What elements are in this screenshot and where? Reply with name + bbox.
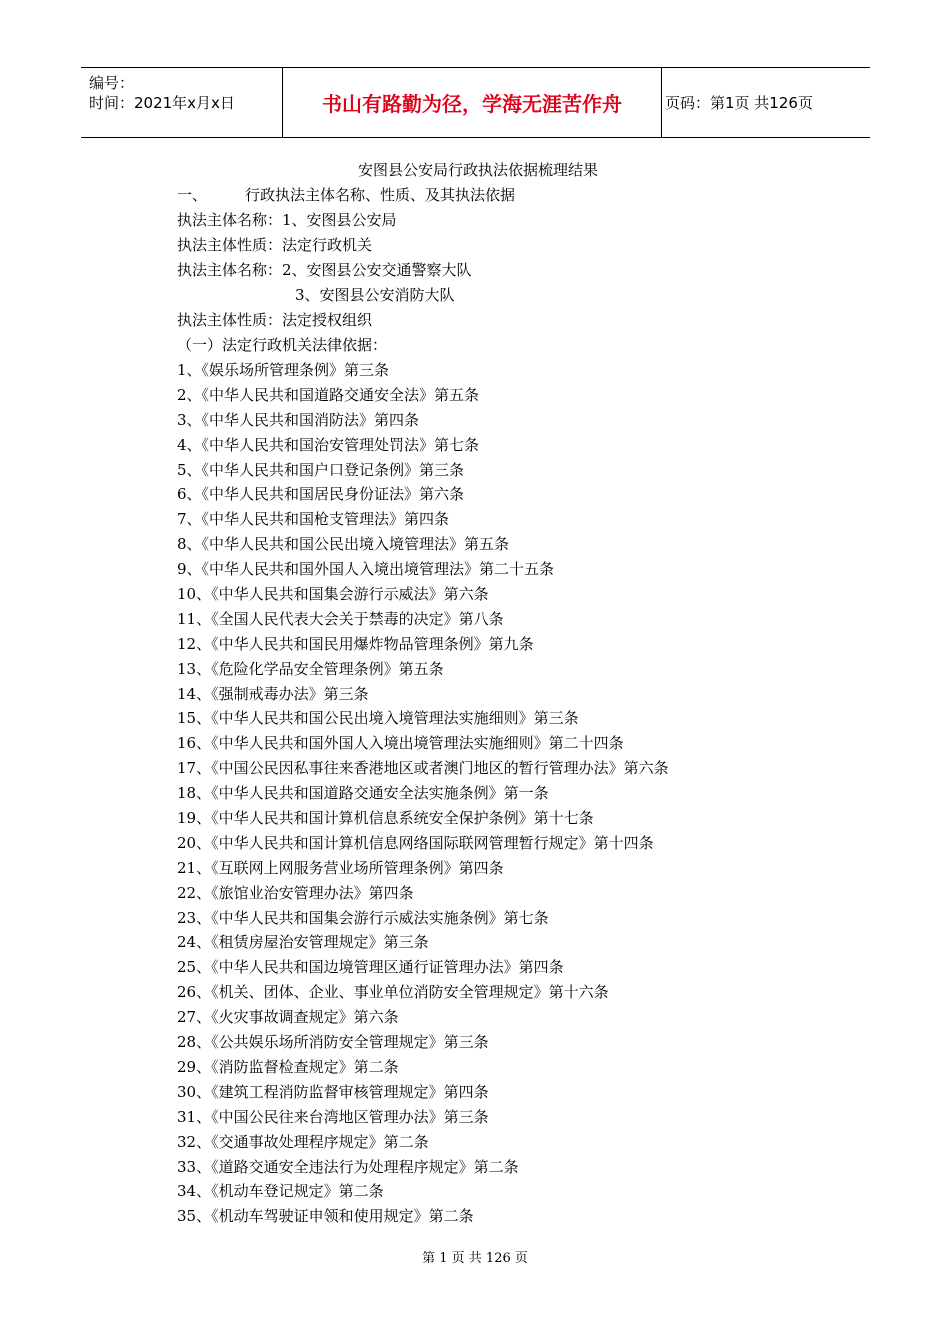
list-item: 6、《中华人民共和国居民身份证法》第六条 (177, 485, 465, 504)
entity-nature-line: 执法主体性质：法定授权组织 (177, 311, 373, 329)
entity-name-line: 执法主体名称：2、安图县公安交通警察大队 (177, 261, 472, 279)
header-motto: 书山有路勤为径，学海无涯苦作舟 (322, 92, 622, 116)
section-number: 一、 (177, 186, 208, 204)
list-item: 11、《全国人民代表大会关于禁毒的决定》第八条 (177, 609, 504, 628)
page-header (81, 67, 870, 138)
list-item: 9、《中华人民共和国外国人入境出境管理法》第二十五条 (177, 560, 555, 579)
list-item: 10、《中华人民共和国集会游行示威法》第六条 (177, 585, 489, 604)
header-page-info: 页码：第1页 共126页 (665, 94, 813, 112)
list-item: 8、《中华人民共和国公民出境入境管理法》第五条 (177, 535, 510, 554)
entity-nature-line: 执法主体性质：法定行政机关 (177, 236, 373, 254)
number-label: 编号： (89, 74, 135, 92)
list-item: 17、《中国公民因私事往来香港地区或者澳门地区的暂行管理办法》第六条 (177, 759, 669, 778)
list-item: 35、《机动车驾驶证申领和使用规定》第二条 (177, 1207, 474, 1226)
list-item: 23、《中华人民共和国集会游行示威法实施条例》第七条 (177, 908, 549, 927)
list-item: 18、《中华人民共和国道路交通安全法实施条例》第一条 (177, 784, 549, 803)
list-item: 2、《中华人民共和国道路交通安全法》第五条 (177, 385, 480, 404)
subsection-heading: （一）法定行政机关法律依据： (177, 336, 388, 354)
list-item: 30、《建筑工程消防监督审核管理规定》第四条 (177, 1082, 489, 1101)
list-item: 4、《中华人民共和国治安管理处罚法》第七条 (177, 435, 480, 454)
list-item: 20、《中华人民共和国计算机信息网络国际联网管理暂行规定》第十四条 (177, 833, 654, 852)
list-item: 5、《中华人民共和国户口登记条例》第三条 (177, 460, 465, 479)
legal-basis-list (177, 358, 669, 1229)
entity-name-line: 执法主体名称：1、安图县公安局 (177, 211, 397, 229)
list-item: 15、《中华人民共和国公民出境入境管理法实施细则》第三条 (177, 709, 579, 728)
list-item: 7、《中华人民共和国枪支管理法》第四条 (177, 510, 450, 529)
list-item: 19、《中华人民共和国计算机信息系统安全保护条例》第十七条 (177, 809, 594, 828)
section-heading (177, 184, 515, 205)
list-item: 33、《道路交通安全违法行为处理程序规定》第二条 (177, 1157, 519, 1176)
list-item: 13、《危险化学品安全管理条例》第五条 (177, 659, 444, 678)
list-item: 3、《中华人民共和国消防法》第四条 (177, 410, 420, 429)
header-divider (661, 68, 662, 137)
header-meta (81, 68, 282, 137)
list-item: 29、《消防监督检查规定》第二条 (177, 1057, 399, 1076)
list-item: 16、《中华人民共和国外国人入境出境管理法实施细则》第二十四条 (177, 734, 624, 753)
list-item: 32、《交通事故处理程序规定》第二条 (177, 1132, 429, 1151)
list-item: 31、《中国公民往来台湾地区管理办法》第三条 (177, 1107, 489, 1126)
page-footer: 第 1 页 共 126 页 (422, 1251, 528, 1266)
list-item: 24、《租赁房屋治安管理规定》第三条 (177, 933, 429, 952)
list-item: 28、《公共娱乐场所消防安全管理规定》第三条 (177, 1033, 489, 1052)
document-title: 安图县公安局行政执法依据梳理结果 (358, 161, 599, 179)
section-title: 行政执法主体名称、性质、及其执法依据 (245, 186, 516, 204)
list-item: 12、《中华人民共和国民用爆炸物品管理条例》第九条 (177, 634, 534, 653)
list-item: 26、《机关、团体、企业、事业单位消防安全管理规定》第十六条 (177, 983, 609, 1002)
list-item: 27、《火灾事故调查规定》第六条 (177, 1008, 399, 1027)
entity-name-line: 3、安图县公安消防大队 (295, 286, 455, 304)
list-item: 22、《旅馆业治安管理办法》第四条 (177, 883, 414, 902)
list-item: 1、《娱乐场所管理条例》第三条 (177, 361, 390, 379)
list-item: 25、《中华人民共和国边境管理区通行证管理办法》第四条 (177, 958, 564, 977)
list-item: 14、《强制戒毒办法》第三条 (177, 684, 369, 703)
list-item: 21、《互联网上网服务营业场所管理条例》第四条 (177, 858, 504, 877)
list-item: 34、《机动车登记规定》第二条 (177, 1182, 384, 1201)
time-label: 时间：2021年x月x日 (89, 94, 235, 112)
